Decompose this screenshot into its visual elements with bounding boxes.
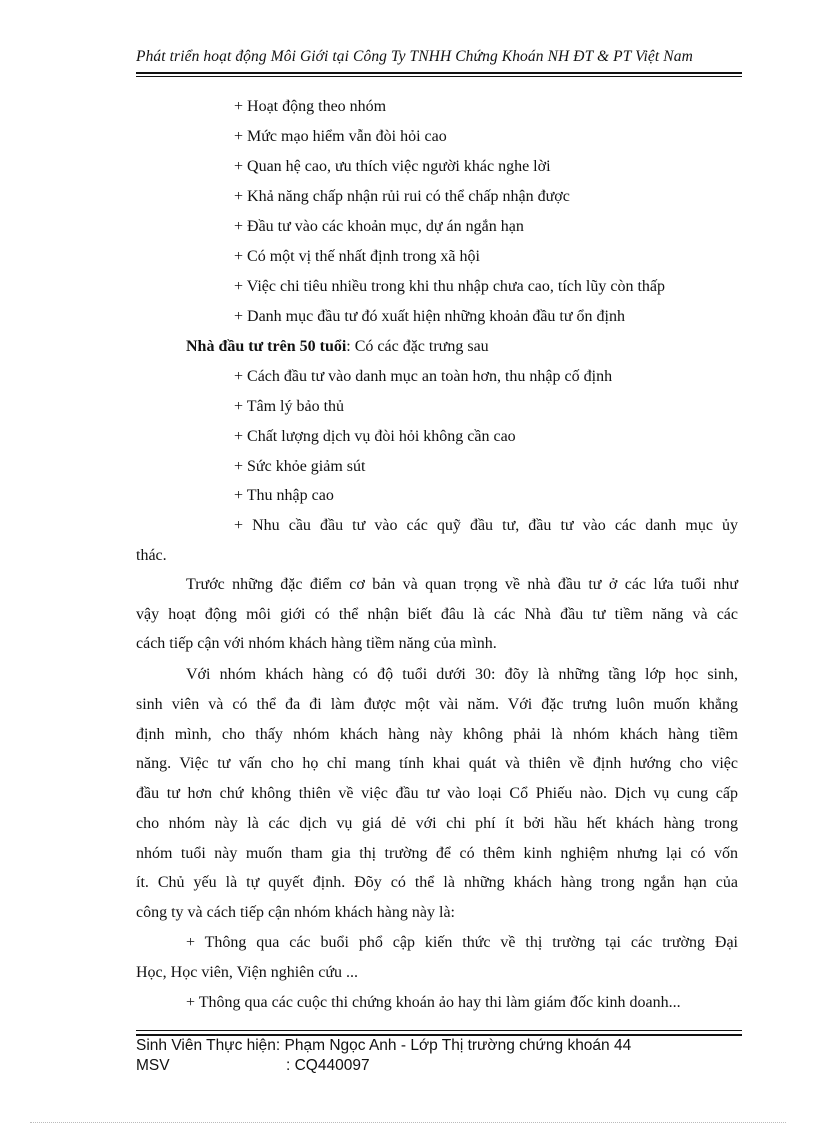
running-header: Phát triển hoạt động Môi Giới tại Công Ty TNHH Chứng Khoán NH ĐT & PT Việt Nam xyxy=(136,48,693,65)
paragraph-line: cách tiếp cận với nhóm khách hàng tiềm năng của mình. xyxy=(136,635,497,652)
header-rule xyxy=(136,72,742,74)
section-heading xyxy=(186,338,489,356)
footer-msv-label: MSV xyxy=(136,1057,170,1074)
bullet-item: + Tâm lý bảo thủ xyxy=(234,398,345,415)
footer-msv xyxy=(136,1056,631,1076)
bullet-item: + Việc chi tiêu nhiều trong khi thu nhập chưa cao, tích lũy còn thấp xyxy=(234,278,665,295)
paragraph-line: năng. Việc tư vấn cho họ chỉ mang tính khai quát và thiên về định hướng cho việc xyxy=(136,755,738,772)
bullet-item: + Hoạt động theo nhóm xyxy=(234,98,387,115)
bullet-item: + Danh mục đầu tư đó xuất hiện những khoản đầu tư ổn định xyxy=(234,308,625,325)
paragraph-line: + Thông qua các buổi phổ cập kiến thức về thị trường tại các trường Đại xyxy=(186,934,738,951)
footer-msv-value: : CQ440097 xyxy=(286,1057,370,1074)
bullet-item: + Thu nhập cao xyxy=(234,487,334,504)
paragraph-line: Trước những đặc điểm cơ bản và quan trọng về nhà đầu tư ở các lứa tuổi như xyxy=(186,576,738,593)
section-heading-bold: Nhà đầu tư trên 50 tuổi xyxy=(186,338,347,355)
paragraph-line: công ty và cách tiếp cận nhóm khách hàng này là: xyxy=(136,904,455,921)
paragraph-line: Học, Học viên, Viện nghiên cứu ... xyxy=(136,964,359,981)
footer-rule-thin xyxy=(136,1030,742,1031)
paragraph-line: sinh viên và có thể đa đi làm được một vài năm. Với đặc trưng luôn muốn khẳng xyxy=(136,696,738,713)
bullet-item: + Chất lượng dịch vụ đòi hỏi không cần cao xyxy=(234,428,516,445)
bullet-item: + Đầu tư vào các khoản mục, dự án ngắn hạn xyxy=(234,218,524,235)
paragraph-line: + Thông qua các cuộc thi chứng khoán ảo hay thi làm giám đốc kinh doanh... xyxy=(186,994,681,1011)
bullet-continuation: thác. xyxy=(136,547,167,564)
header-rule-thin xyxy=(136,76,742,77)
paragraph-line: cho nhóm này là các dịch vụ giá dẻ với chi phí ít bởi hầu hết khách hàng trong xyxy=(136,815,738,832)
paragraph-line: ít. Chủ yếu là tự quyết định. Đõy có thể là những khách hàng trong ngắn hạn của xyxy=(136,874,738,891)
bullet-item: + Cách đầu tư vào danh mục an toàn hơn, thu nhập cố định xyxy=(234,368,613,385)
footer-student: Sinh Viên Thực hiện: Phạm Ngọc Anh - Lớp Thị trường chứng khoán 44 xyxy=(136,1037,632,1054)
bullet-item: + Có một vị thế nhất định trong xã hội xyxy=(234,248,480,265)
section-heading-rest: : Có các đặc trưng sau xyxy=(346,338,489,355)
paragraph-line: nhóm tuổi này muốn tham gia thị trường để có thêm kinh nghiệm nhưng lại có vốn xyxy=(136,845,738,862)
paragraph-line: Với nhóm khách hàng có độ tuổi dưới 30: đõy là những tầng lớp học sinh, xyxy=(186,666,738,683)
paragraph-line: định mình, cho thấy nhóm khách hàng này không phải là nhóm khách hàng tiềm xyxy=(136,726,738,743)
bullet-item: + Nhu cầu đầu tư vào các quỹ đầu tư, đầu tư vào các danh mục ủy xyxy=(234,517,738,534)
bullet-item: + Quan hệ cao, ưu thích việc người khác nghe lời xyxy=(234,158,551,175)
paragraph-line: đầu tư hơn chứ không thiên về việc đầu tư vào loại Cổ Phiếu nào. Dịch vụ cung cấp xyxy=(136,785,738,802)
bullet-item: + Khả năng chấp nhận rủi rui có thể chấp nhận được xyxy=(234,188,570,205)
bullet-item: + Sức khỏe giảm sút xyxy=(234,458,366,475)
bullet-item: + Mức mạo hiểm vẫn đòi hỏi cao xyxy=(234,128,447,145)
paragraph-line: vậy hoạt động môi giới có thể nhận biết đâu là các Nhà đầu tư tiềm năng và các xyxy=(136,606,738,623)
page-footer xyxy=(136,1036,631,1076)
